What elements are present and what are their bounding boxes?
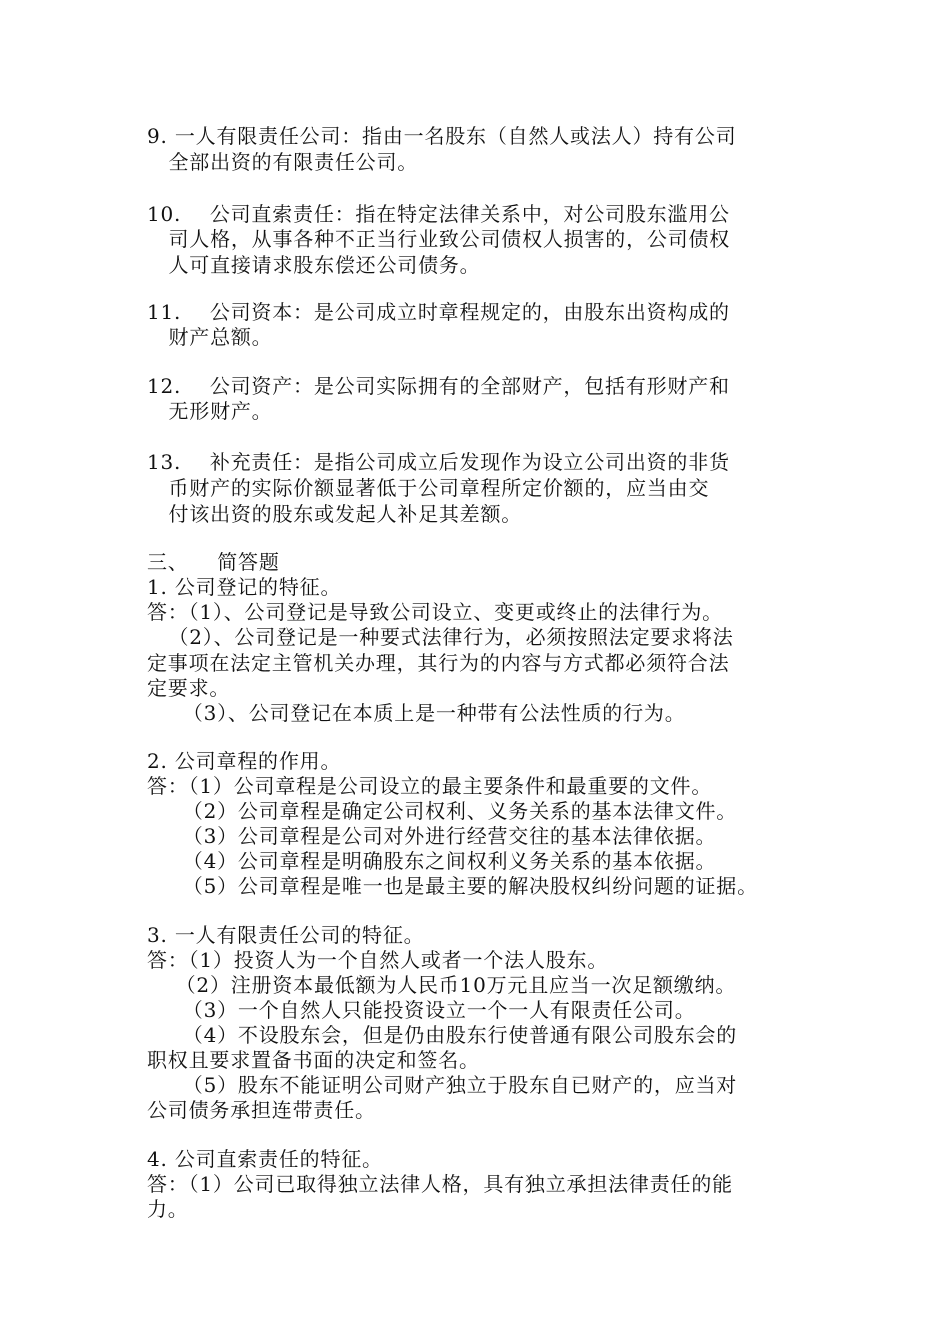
text-line: 无形财产。 <box>147 399 273 423</box>
text-line: 财产总额。 <box>147 325 273 349</box>
answer-line: （3）、公司登记在本质上是一种带有公法性质的行为。 <box>147 701 686 725</box>
answer-line: 公司债务承担连带责任。 <box>147 1098 376 1122</box>
answer-line: 力。 <box>147 1197 189 1221</box>
answer-line: 定事项在法定主管机关办理，其行为的内容与方式都必须符合法 <box>147 651 730 675</box>
text-line: 13. 补充责任：是指公司成立后发现作为设立公司出资的非货 <box>147 450 730 474</box>
text-line: 人可直接请求股东偿还公司债务。 <box>147 253 481 277</box>
text-line: 付该出资的股东或发起人补足其差额。 <box>147 502 523 526</box>
question-title: 1. 公司登记的特征。 <box>147 575 342 599</box>
text-line: 全部出资的有限责任公司。 <box>147 150 419 174</box>
text-line: 9. 一人有限责任公司：指由一名股东（自然人或法人）持有公司 <box>147 124 737 148</box>
text-line: 币财产的实际价额显著低于公司章程所定价额的，应当由交 <box>147 476 710 500</box>
answer-line: （5）公司章程是唯一也是最主要的解决股权纠纷问题的证据。 <box>147 874 758 898</box>
question-title: 4. 公司直索责任的特征。 <box>147 1147 383 1171</box>
answer-line: 定要求。 <box>147 676 231 700</box>
text-line: 司人格，从事各种不正当行业致公司债权人损害的，公司债权 <box>147 227 731 251</box>
answer-line: （4）不设股东会，但是仍由股东行使普通有限公司股东会的 <box>147 1023 738 1047</box>
answer-line: （4）公司章程是明确股东之间权利义务关系的基本依据。 <box>147 849 717 873</box>
answer-line: 答：（1）投资人为一个自然人或者一个法人股东。 <box>147 948 609 972</box>
answer-line: （2）注册资本最低额为人民币10万元且应当一次足额缴纳。 <box>147 973 737 997</box>
answer-line: 答：（1）、公司登记是导致公司设立、变更或终止的法律行为。 <box>147 600 723 624</box>
answer-line: （3）公司章程是公司对外进行经营交往的基本法律依据。 <box>147 824 717 848</box>
answer-line: 答：（1）公司章程是公司设立的最主要条件和最重要的文件。 <box>147 774 713 798</box>
question-title: 2. 公司章程的作用。 <box>147 749 342 773</box>
text-line: 12. 公司资产：是公司实际拥有的全部财产，包括有形财产和 <box>147 374 730 398</box>
text-line: 10. 公司直索责任：指在特定法律关系中，对公司股东滥用公 <box>147 202 730 226</box>
answer-line: 答：（1）公司已取得独立法律人格，具有独立承担法律责任的能 <box>147 1172 733 1196</box>
answer-line: 职权且要求置备书面的决定和签名。 <box>147 1048 480 1072</box>
answer-line: （5）股东不能证明公司财产独立于股东自已财产的，应当对 <box>147 1073 738 1097</box>
answer-line: （3）一个自然人只能投资设立一个一人有限责任公司。 <box>147 998 696 1022</box>
answer-line: （2）公司章程是确定公司权利、义务关系的基本法律文件。 <box>147 799 738 823</box>
section-heading: 三、 简答题 <box>147 550 280 574</box>
text-line: 11. 公司资本：是公司成立时章程规定的，由股东出资构成的 <box>147 300 730 324</box>
answer-line: （2）、公司登记是一种要式法律行为，必须按照法定要求将法 <box>147 625 734 649</box>
question-title: 3. 一人有限责任公司的特征。 <box>147 923 425 947</box>
